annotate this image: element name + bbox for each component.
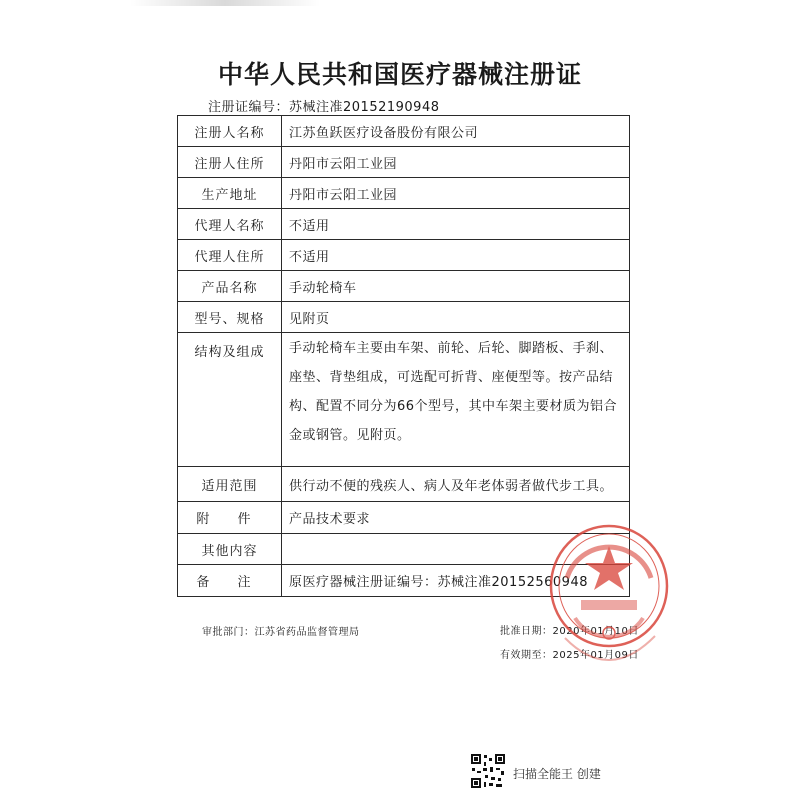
approval-date: 批准日期：2020年01月10日 xyxy=(500,626,639,637)
table-row xyxy=(178,271,630,302)
row-label: 注册人住所 xyxy=(178,147,282,178)
row-value: 不适用 xyxy=(282,240,630,271)
row-label: 型号、规格 xyxy=(178,302,282,333)
row-label: 适用范围 xyxy=(178,467,282,502)
table-row xyxy=(178,147,630,178)
certificate-title: 中华人民共和国医疗器械注册证 xyxy=(217,60,582,89)
scanner-watermark: 扫描全能王 创建 xyxy=(513,767,601,781)
row-value: 江苏鱼跃医疗设备股份有限公司 xyxy=(282,116,630,147)
row-label: 附 件 xyxy=(178,502,282,534)
table-row xyxy=(178,178,630,209)
table-row xyxy=(178,116,630,147)
structure-line: 手动轮椅车主要由车架、前轮、后轮、脚踏板、手刹、 xyxy=(289,341,614,356)
table-row xyxy=(178,209,630,240)
structure-line: 金或钢管。见附页。 xyxy=(289,428,411,443)
row-label: 产品名称 xyxy=(178,271,282,302)
table-row xyxy=(178,240,630,271)
row-label: 代理人名称 xyxy=(178,209,282,240)
row-value: 产品技术要求 xyxy=(282,502,630,534)
row-value: 见附页 xyxy=(282,302,630,333)
row-value: 丹阳市云阳工业园 xyxy=(282,178,630,209)
row-value: 不适用 xyxy=(282,209,630,240)
row-label: 其他内容 xyxy=(178,534,282,565)
registration-number: 注册证编号：苏械注准20152190948 xyxy=(208,100,440,115)
qr-code-icon xyxy=(470,753,506,789)
scan-edge-mark xyxy=(130,0,320,6)
approval-department: 审批部门：江苏省药品监督管理局 xyxy=(202,627,360,638)
structure-line: 构、配置不同分为66个型号，其中车架主要材质为铝合 xyxy=(289,399,618,414)
row-value: 供行动不便的残疾人、病人及年老体弱者做代步工具。 xyxy=(282,467,630,502)
table-row xyxy=(178,467,630,502)
official-seal xyxy=(545,508,673,683)
row-label: 注册人名称 xyxy=(178,116,282,147)
row-label: 代理人住所 xyxy=(178,240,282,271)
table-row xyxy=(178,333,630,467)
structure-line: 座垫、背垫组成，可选配可折背、座便型等。按产品结 xyxy=(289,370,614,385)
row-value-multiline xyxy=(282,333,630,467)
row-value: 原医疗器械注册证编号：苏械注准20152560948 xyxy=(282,565,630,597)
valid-until-date: 有效期至：2025年01月09日 xyxy=(500,650,639,661)
row-label: 生产地址 xyxy=(178,178,282,209)
row-value: 手动轮椅车 xyxy=(282,271,630,302)
row-label: 结构及组成 xyxy=(178,333,282,467)
table-row xyxy=(178,302,630,333)
row-value: 丹阳市云阳工业园 xyxy=(282,147,630,178)
row-label: 备 注 xyxy=(178,565,282,597)
